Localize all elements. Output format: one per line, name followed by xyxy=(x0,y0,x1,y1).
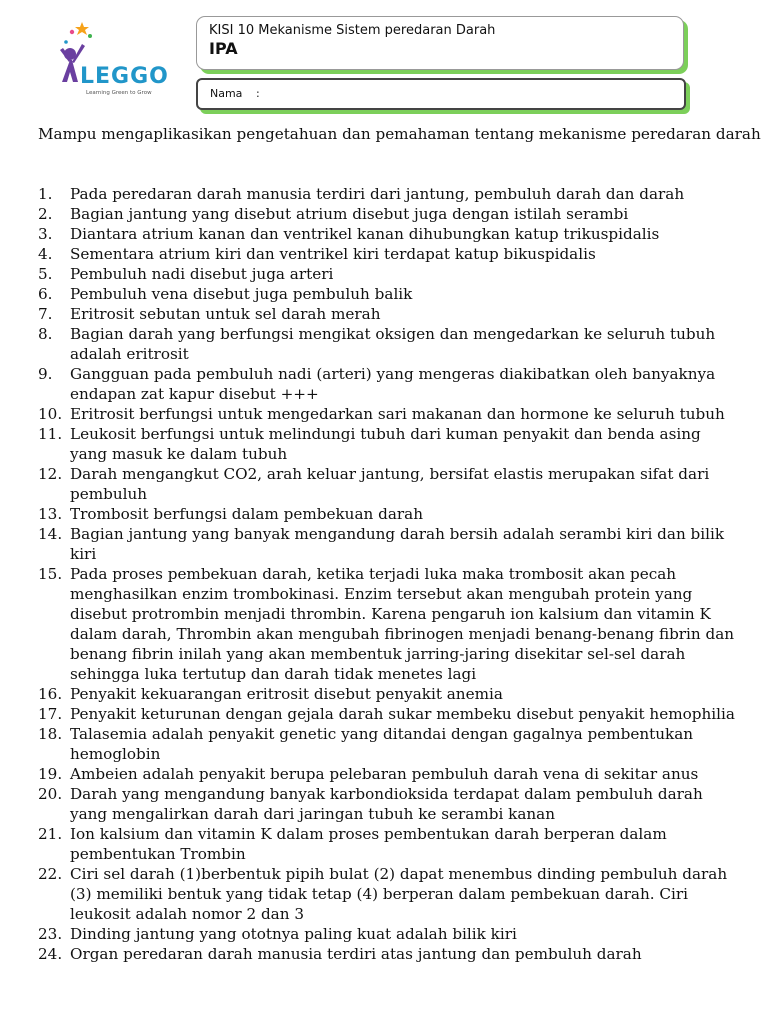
kisi-list xyxy=(38,184,738,964)
item-number: 23. xyxy=(38,925,63,943)
item-number: 22. xyxy=(38,865,63,883)
list-item xyxy=(38,324,738,364)
item-text: Bagian jantung yang disebut atrium disebut juga dengan istilah serambi xyxy=(70,205,629,223)
item-number: 5. xyxy=(38,265,53,283)
item-number: 2. xyxy=(38,205,53,223)
list-item xyxy=(38,684,738,704)
item-text: Penyakit kekuarangan eritrosit disebut penyakit anemia xyxy=(70,685,503,703)
item-text: Pada proses pembekuan darah, ketika terjadi luka maka trombosit akan pecah menghasilkan enzim trombokinasi. Enzim tersebut akan mengubah protein yang disebut protrombin menjadi thrombin. Karena pengaruh ion kalsium dan vitamin K dalam darah, Thrombin akan mengubah fibrinogen menjadi benang-benang fibrin dan benang fibrin inilah yang akan membentuk jarring-jaring disekitar sel-sel darah sehingga luka tertutup dan darah tidak menetes lagi xyxy=(70,565,735,683)
list-item xyxy=(38,404,738,424)
item-text: Sementara atrium kiri dan ventrikel kiri terdapat katup bikuspidalis xyxy=(70,245,596,263)
list-item xyxy=(38,524,738,564)
item-text: Eritrosit berfungsi untuk mengedarkan sari makanan dan hormone ke seluruh tubuh xyxy=(70,405,725,423)
list-item xyxy=(38,824,738,864)
item-number: 6. xyxy=(38,285,53,303)
list-item xyxy=(38,224,738,244)
list-item xyxy=(38,924,738,944)
item-text: Darah mengangkut CO2, arah keluar jantung, bersifat elastis merupakan sifat dari pembuluh xyxy=(70,465,710,503)
item-number: 16. xyxy=(38,685,63,703)
item-text: Trombosit berfungsi dalam pembekuan darah xyxy=(70,505,423,523)
item-number: 4. xyxy=(38,245,53,263)
list-item xyxy=(38,944,738,964)
list-item xyxy=(38,184,738,204)
item-text: Bagian jantung yang banyak mengandung darah bersih adalah serambi kiri dan bilik kiri xyxy=(70,525,725,563)
item-number: 18. xyxy=(38,725,63,743)
list-item xyxy=(38,784,738,824)
item-number: 1. xyxy=(38,185,53,203)
logo-tagline: Learning Green to Grow xyxy=(86,90,152,96)
item-number: 11. xyxy=(38,425,63,443)
list-item xyxy=(38,364,738,404)
item-number: 19. xyxy=(38,765,63,783)
item-number: 15. xyxy=(38,565,63,583)
item-text: Talasemia adalah penyakit genetic yang ditandai dengan gagalnya pembentukan hemoglobin xyxy=(70,725,694,763)
list-item xyxy=(38,724,738,764)
list-item xyxy=(38,264,738,284)
item-number: 24. xyxy=(38,945,63,963)
item-text: Eritrosit sebutan untuk sel darah merah xyxy=(70,305,381,323)
list-item xyxy=(38,564,738,684)
item-text: Ciri sel darah (1)berbentuk pipih bulat (2) dapat menembus dinding pembuluh darah (3) memiliki bentuk yang tidak tetap (4) berperan dalam pembekuan darah. Ciri leukosit adalah nomor 2 dan 3 xyxy=(70,865,728,923)
name-label: Nama xyxy=(210,87,243,100)
item-number: 8. xyxy=(38,325,53,343)
list-item xyxy=(38,764,738,784)
item-text: Ion kalsium dan vitamin K dalam proses pembentukan darah berperan dalam pembentukan Trombin xyxy=(70,825,667,863)
item-text: Pada peredaran darah manusia terdiri dari jantung, pembuluh darah dan darah xyxy=(70,185,685,203)
list-item xyxy=(38,244,738,264)
item-number: 10. xyxy=(38,405,63,423)
list-item xyxy=(38,204,738,224)
title-box xyxy=(196,16,684,70)
list-item xyxy=(38,424,738,464)
item-number: 13. xyxy=(38,505,63,523)
item-number: 7. xyxy=(38,305,53,323)
name-field-box xyxy=(196,78,686,110)
leggo-logo xyxy=(52,20,170,100)
item-number: 3. xyxy=(38,225,53,243)
item-number: 12. xyxy=(38,465,63,483)
item-text: Diantara atrium kanan dan ventrikel kanan dihubungkan katup trikuspidalis xyxy=(70,225,660,243)
item-text: Dinding jantung yang ototnya paling kuat adalah bilik kiri xyxy=(70,925,517,943)
item-text: Penyakit keturunan dengan gejala darah sukar membeku disebut penyakit hemophilia xyxy=(70,705,735,723)
logo-word: LEGGO xyxy=(80,64,169,89)
item-text: Pembuluh nadi disebut juga arteri xyxy=(70,265,334,283)
name-colon: : xyxy=(256,87,260,100)
item-number: 9. xyxy=(38,365,53,383)
list-item xyxy=(38,864,738,924)
list-item xyxy=(38,704,738,724)
item-number: 20. xyxy=(38,785,63,803)
document-title: KISI 10 Mekanisme Sistem peredaran Darah xyxy=(209,23,496,38)
item-text: Leukosit berfungsi untuk melindungi tubuh dari kuman penyakit dan benda asing yang masuk ke dalam tubuh xyxy=(70,425,701,463)
item-number: 21. xyxy=(38,825,63,843)
item-text: Organ peredaran darah manusia terdiri atas jantung dan pembuluh darah xyxy=(70,945,642,963)
list-item xyxy=(38,284,738,304)
item-text: Ambeien adalah penyakit berupa pelebaran pembuluh darah vena di sekitar anus xyxy=(70,765,699,783)
item-number: 14. xyxy=(38,525,63,543)
item-text: Darah yang mengandung banyak karbondioksida terdapat dalam pembuluh darah yang mengalirkan darah dari jaringan tubuh ke serambi kanan xyxy=(70,785,703,823)
list-item xyxy=(38,464,738,504)
item-text: Bagian darah yang berfungsi mengikat oksigen dan mengedarkan ke seluruh tubuh adalah eritrosit xyxy=(70,325,716,363)
list-item xyxy=(38,304,738,324)
item-text: Pembuluh vena disebut juga pembuluh balik xyxy=(70,285,413,303)
competency-intro: Mampu mengaplikasikan pengetahuan dan pemahaman tentang mekanisme peredaran darah xyxy=(38,125,761,143)
subject-label: IPA xyxy=(209,39,238,58)
list-item xyxy=(38,504,738,524)
item-number: 17. xyxy=(38,705,63,723)
item-text: Gangguan pada pembuluh nadi (arteri) yang mengeras diakibatkan oleh banyaknya endapan zat kapur disebut +++ xyxy=(70,365,716,403)
